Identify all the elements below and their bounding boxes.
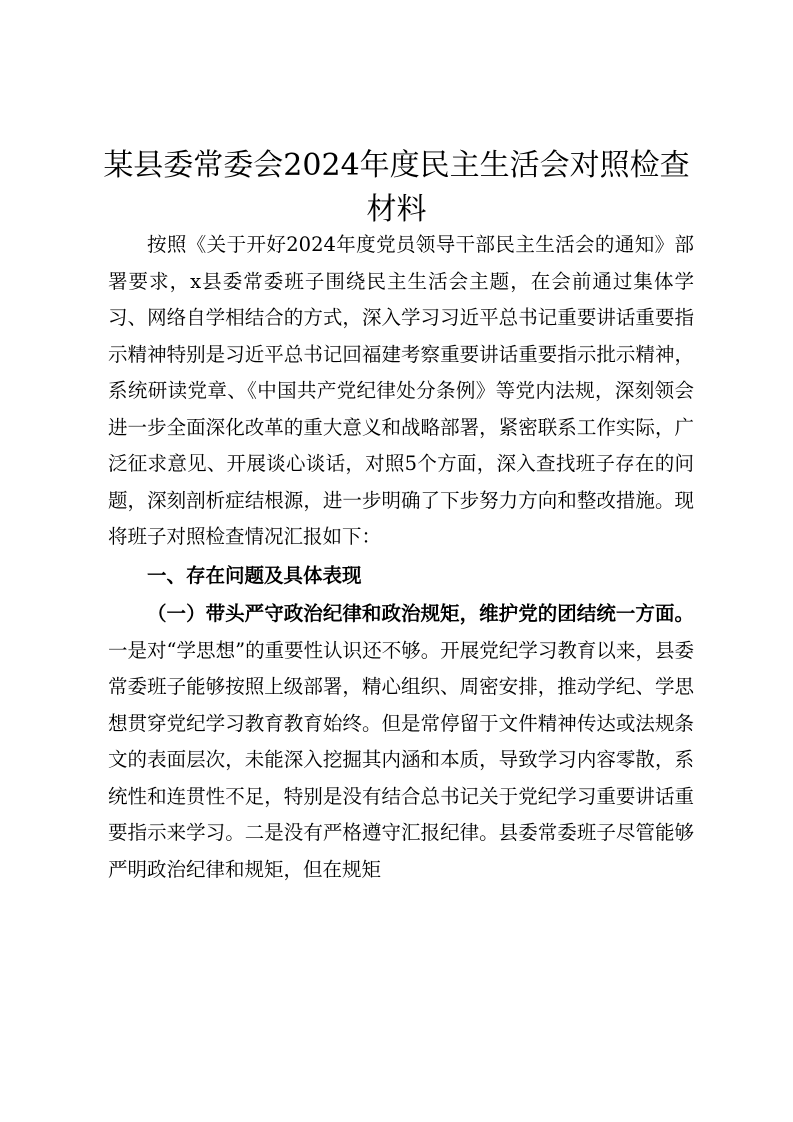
section-heading-problems: 一、存在问题及具体表现 (147, 563, 362, 587)
subsection-body-text: 一是对“学思想”的重要性认识还不够。开展党纪学习教育以来，县委常委班子能够按照上级部署，精心组织、周密安排，推动学纪、学思想贯穿党纪学习教育教育始终。但是常停留于文件精神传达或法规条文的表面层次，未能深入挖掘其内涵和本质，导致学习内容零散，系统性和连贯性不足，特别是没有结合总书记关于党纪学习重要讲话重要指示来学习。二是没有严格遵守汇报纪律。县委常委班子尽管能够严明政治纪律和规矩，但在规矩 (108, 638, 694, 881)
document-title: 某县委常委会2024年度民主生活会对照检查材料 (103, 148, 690, 227)
subsection-heading-political-discipline: （一）带头严守政治纪律和政治规矩，维护党的团结统一方面。 (147, 602, 694, 625)
intro-paragraph: 按照《关于开好2024年度党员领导干部民主生活会的通知》部署要求，x县委常委班子围绕民主生活会主题，在会前通过集体学习、网络自学相结合的方式，深入学习习近平总书记重要讲话重要指示精神特别是习近平总书记回福建考察重要讲话重要指示批示精神，系统研读党章、《中国共产党纪律处分条例》等党内法规，深刻领会进一步全面深化改革的重大意义和战略部署，紧密联系工作实际，广泛征求意见、开展谈心谈话，对照5个方面，深入查找班子存在的问题，深刻剖析症结根源，进一步明确了下步努力方向和整改措施。现将班子对照检查情况汇报如下： (108, 233, 694, 548)
document-body (108, 227, 694, 888)
subsection-paragraph (108, 596, 694, 888)
